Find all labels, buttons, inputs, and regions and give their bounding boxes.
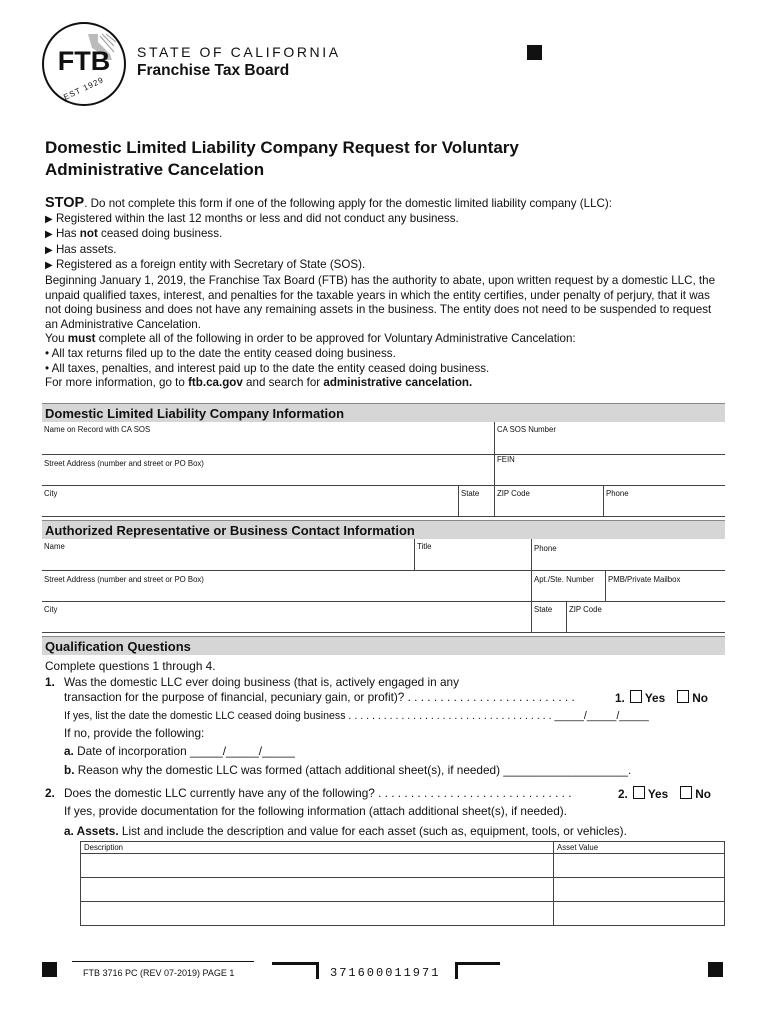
bullet-item: • All taxes, penalties, and interest paid up to the date the entity ceased doing business.	[45, 361, 490, 375]
more-info-pre: For more information, go to	[45, 376, 189, 390]
field-label: State	[534, 605, 553, 614]
q1-text: Was the domestic LLC ever doing business (that is, actively engaged in any	[64, 675, 459, 689]
field-label: Apt./Ste. Number	[534, 575, 594, 584]
asset-description-cell[interactable]	[81, 878, 554, 902]
form-id: FTB 3716 PC (REV 07-2019) PAGE 1	[83, 968, 235, 978]
stop-item: Registered as a foreign entity with Secretary of State (SOS).	[55, 258, 366, 272]
rep-phone-field[interactable]	[531, 539, 725, 571]
field-label: PMB/Private Mailbox	[608, 575, 681, 584]
sos-number-field[interactable]	[494, 422, 725, 455]
field-label: ZIP Code	[569, 605, 602, 614]
field-label: Name on Record with CA SOS	[44, 425, 151, 434]
instructions	[45, 196, 725, 391]
q2-text: Does the domestic LLC currently have any of the following? . . . . . . . . . . . . . . . . . . . . . . . . . . . . . .	[64, 786, 572, 800]
corner-mark-right	[708, 962, 723, 977]
llc-phone-field[interactable]	[603, 486, 725, 517]
search-term: administrative cancelation.	[323, 376, 473, 390]
bullet-item: • All tax returns filed up to the date the entity ceased doing business.	[45, 346, 396, 360]
registration-mark	[527, 45, 542, 60]
field-label: Street Address (number and street or PO Box)	[44, 459, 204, 468]
field-label: Phone	[534, 544, 557, 553]
asset-value-cell[interactable]	[554, 878, 725, 902]
ftb-logo	[42, 22, 126, 106]
q1b-label: b.	[64, 763, 75, 777]
logo-est: EST 1929	[62, 75, 106, 102]
q2-answer	[618, 786, 711, 802]
q1-yes-checkbox[interactable]	[630, 690, 642, 703]
ftb-link[interactable]: ftb.ca.gov	[188, 376, 243, 390]
q1-if-yes: If yes, list the date the domestic LLC ceased doing business . . . . . . . . . . . . . . . . . . . . . . . . . . . . . . . . . . . _____/_____/_____	[64, 710, 649, 722]
llc-name-field[interactable]	[42, 422, 494, 455]
arrow-icon: ▶	[45, 213, 53, 225]
q2-no-checkbox[interactable]	[680, 786, 692, 799]
yes-label: Yes	[644, 691, 666, 705]
llc-street-field[interactable]	[42, 455, 494, 486]
stop-item: Has assets.	[55, 242, 117, 256]
rep-apt-field[interactable]	[531, 571, 605, 602]
field-label: Phone	[606, 489, 629, 498]
llc-city-field[interactable]	[42, 486, 458, 517]
asset-description-cell[interactable]	[81, 854, 554, 878]
field-label: Name	[44, 542, 65, 551]
field-label: FEIN	[497, 455, 515, 464]
page-title	[45, 137, 645, 181]
title-line-1: Domestic Limited Liability Company Request for Voluntary	[45, 138, 519, 157]
footer-rule	[72, 961, 254, 962]
q2-number: 2.	[45, 786, 55, 800]
stop-item: ceased doing business.	[97, 227, 223, 241]
table-row[interactable]	[81, 902, 725, 926]
q2a-label: a. Assets.	[64, 824, 119, 838]
rep-name-field[interactable]	[42, 539, 414, 571]
section-llc-info: Domestic Limited Liability Company Information	[42, 403, 725, 422]
table-row[interactable]	[81, 854, 725, 878]
agency-name: Franchise Tax Board	[137, 62, 290, 79]
q1a-text: Date of incorporation _____/_____/_____	[73, 744, 295, 758]
q1-ref: 1.	[615, 691, 625, 705]
q1-answer	[615, 690, 708, 706]
rep-zip-field[interactable]	[566, 602, 725, 633]
llc-zip-field[interactable]	[494, 486, 603, 517]
q1-text-cont: transaction for the purpose of financial, pecuniary gain, or profit)? . . . . . . . . . . . . . . . . . . . . . . . . . .	[64, 690, 575, 704]
must-word: must	[67, 332, 96, 346]
asset-value-cell[interactable]	[554, 854, 725, 878]
q1-no-checkbox[interactable]	[677, 690, 689, 703]
stop-item: Has	[55, 227, 80, 241]
state-name: STATE OF CALIFORNIA	[137, 44, 341, 60]
more-info-mid: and search for	[242, 376, 324, 390]
field-label: ZIP Code	[497, 489, 530, 498]
paragraph-authority: Beginning January 1, 2019, the Franchise Tax Board (FTB) has the authority to abate, upon written request by a domestic LLC, the unpaid qualified taxes, interest, and penalties for the taxable years in which the entity certifies, under penalty of perjury, that it was not doing business and does not have any remaining assets in the business. The entity does not need to be suspended to request an Administrative Cancelation.	[45, 273, 716, 331]
stop-item-emphasis: not	[79, 227, 98, 241]
must-post: complete all of the following in order to be approved for Voluntary Administrative Cancelation:	[95, 332, 576, 346]
table-row[interactable]	[81, 878, 725, 902]
arrow-icon: ▶	[45, 229, 53, 241]
section-representative: Authorized Representative or Business Contact Information	[42, 520, 725, 539]
field-label: City	[44, 605, 58, 614]
stop-text: . Do not complete this form if one of the following apply for the domestic limited liability company (LLC):	[84, 197, 612, 210]
rep-title-field[interactable]	[414, 539, 531, 571]
corner-mark-left	[42, 962, 57, 977]
fein-field[interactable]	[494, 452, 725, 486]
bracket-right	[455, 962, 500, 979]
col-description: Description	[81, 842, 554, 854]
asset-description-cell[interactable]	[81, 902, 554, 926]
rep-street-field[interactable]	[42, 571, 531, 602]
section-qualification: Qualification Questions	[42, 636, 725, 655]
field-label: Street Address (number and street or PO Box)	[44, 575, 204, 584]
field-label: City	[44, 489, 58, 498]
questions-intro: Complete questions 1 through 4.	[45, 659, 216, 673]
q1-number: 1.	[45, 675, 55, 689]
q1-if-no: If no, provide the following:	[64, 726, 205, 740]
yes-label: Yes	[647, 787, 669, 801]
field-label: Title	[417, 542, 432, 551]
rep-state-field[interactable]	[531, 602, 566, 633]
arrow-icon: ▶	[45, 244, 53, 256]
q2a-line	[64, 824, 627, 839]
field-label: State	[461, 489, 480, 498]
q2a-text: List and include the description and value for each asset (such as, equipment, tools, or vehicles).	[118, 824, 627, 838]
q1a-line	[64, 744, 295, 759]
no-label: No	[692, 691, 708, 705]
must-pre: You	[45, 332, 68, 346]
q1a-label: a.	[64, 744, 74, 758]
stop-word: STOP	[45, 195, 85, 211]
field-label: CA SOS Number	[497, 425, 556, 434]
bracket-left	[272, 962, 319, 979]
title-line-2: Administrative Cancelation	[45, 160, 265, 179]
q2-ref: 2.	[618, 787, 628, 801]
col-asset-value: Asset Value	[554, 842, 725, 854]
table-header-row	[81, 842, 725, 854]
stop-item: Registered within the last 12 months or less and did not conduct any business.	[55, 211, 459, 225]
q2-if-yes: If yes, provide documentation for the following information (attach additional sheet(s), if needed).	[64, 804, 567, 818]
arrow-icon: ▶	[45, 260, 53, 272]
no-label: No	[695, 787, 711, 801]
asset-table	[80, 841, 725, 926]
asset-value-cell[interactable]	[554, 902, 725, 926]
q1b-text: Reason why the domestic LLC was formed (attach additional sheet(s), if needed) ___________________.	[74, 763, 632, 777]
logo-text: FTB	[57, 46, 111, 76]
llc-state-field[interactable]	[458, 486, 494, 517]
form-code: 371600011971	[330, 966, 441, 980]
rep-city-field[interactable]	[42, 602, 531, 633]
rep-pmb-field[interactable]	[605, 571, 725, 602]
q1b-line	[64, 763, 631, 778]
q2-yes-checkbox[interactable]	[633, 786, 645, 799]
